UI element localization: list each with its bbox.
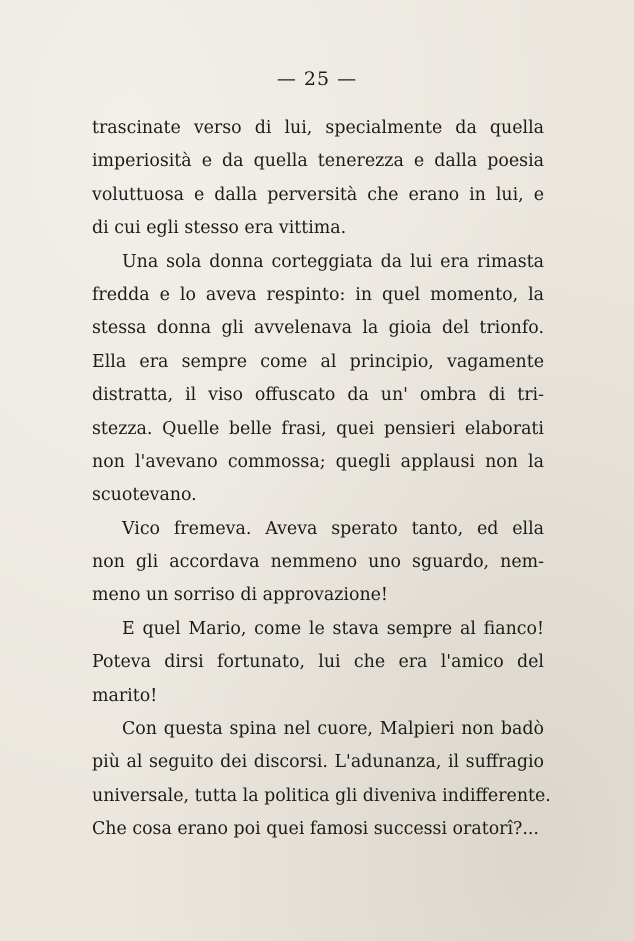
text-line: più al seguito dei discorsi. L'adunanza, il suffragio — [92, 752, 544, 773]
text-line: distratta, il viso offuscato da un' ombra di tri- — [92, 385, 544, 406]
text-line: fredda e lo aveva respinto: in quel momento, la — [92, 284, 544, 305]
text-line: voluttuosa e dalla perversità che erano in lui, e — [92, 184, 544, 205]
text-line: non gli accordava nemmeno uno sguardo, nem- — [92, 552, 544, 573]
text-line: marito! — [92, 685, 158, 706]
text-line: universale, tutta la politica gli diveniva indifferente. — [92, 785, 551, 806]
text-line: trascinate verso di lui, specialmente da quella — [92, 118, 544, 138]
body-text — [92, 112, 551, 847]
text-line: stessa donna gli avvelenava la gioia del trionfo. — [92, 318, 544, 339]
text-line: Poteva dirsi fortunato, lui che era l'amico del — [92, 652, 544, 673]
text-line: Una sola donna corteggiata da lui era rimasta — [122, 251, 544, 272]
text-line: stezza. Quelle belle frasi, quei pensieri elaborati — [92, 418, 544, 439]
page-number: — 25 — — [276, 68, 358, 90]
text-line: imperiosità e da quella tenerezza e dalla poesia — [92, 151, 544, 172]
text-line: E quel Mario, come le stava sempre al fianco! — [122, 618, 544, 639]
text-line: scuotevano. — [92, 485, 197, 506]
text-line: Che cosa erano poi quei famosi successi oratorî?... — [92, 819, 539, 840]
text-line: meno un sorriso di approvazione! — [92, 585, 388, 606]
text-line: di cui egli stesso era vittima. — [92, 218, 347, 239]
text-line: Con questa spina nel cuore, Malpieri non badò — [122, 719, 544, 740]
text-line: Ella era sempre come al principio, vagamente — [92, 351, 544, 372]
text-line: non l'avevano commossa; quegli applausi non la — [92, 451, 544, 472]
text-line: Vico fremeva. Aveva sperato tanto, ed ella — [122, 518, 544, 539]
